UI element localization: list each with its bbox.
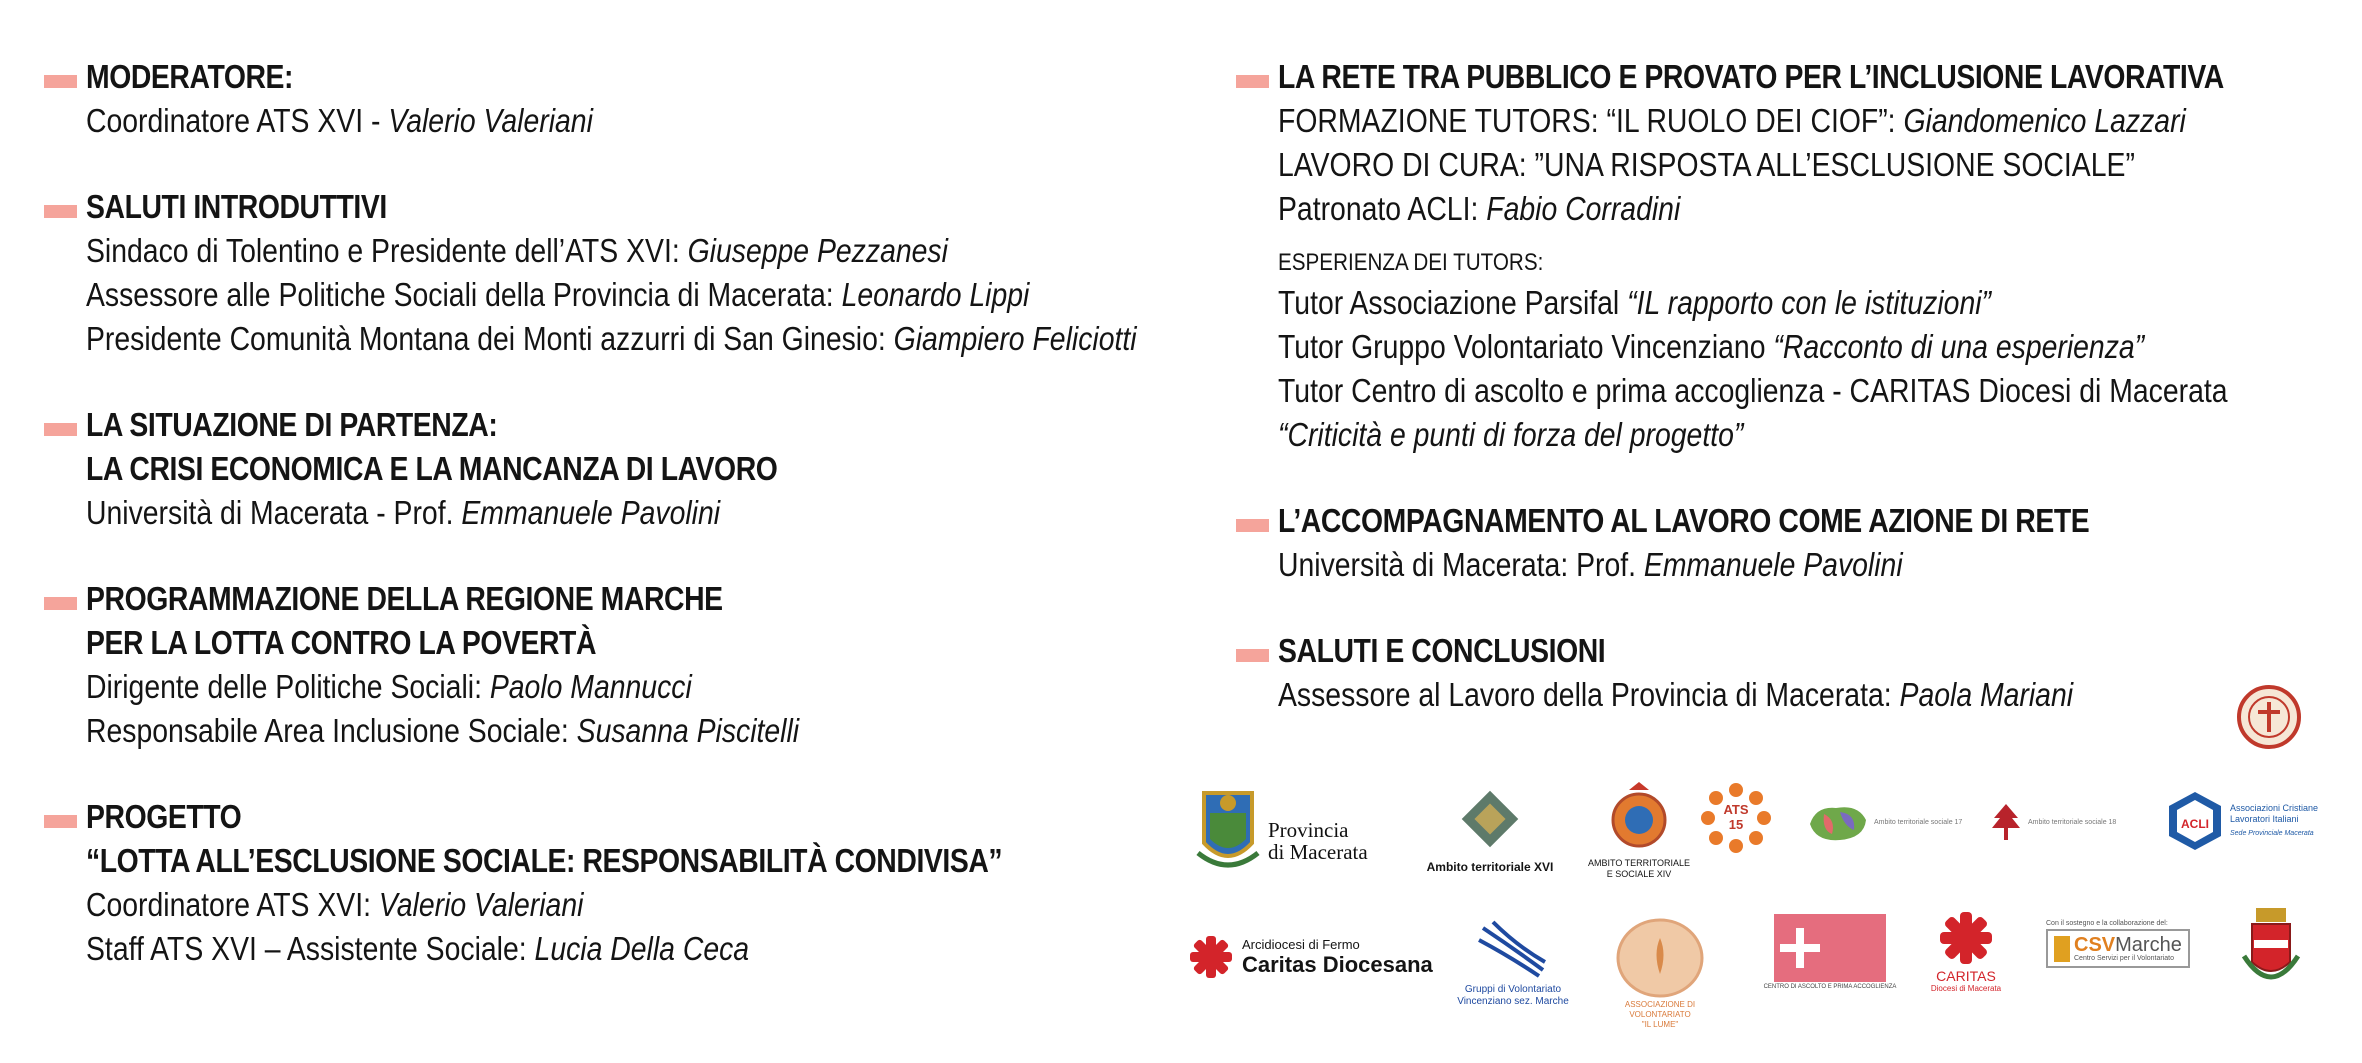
round-seal-icon — [2236, 684, 2302, 750]
speaker-line — [1278, 369, 2228, 413]
section-bullet-icon — [1236, 649, 1269, 662]
provincia-macerata-logo — [1196, 783, 1368, 875]
program-section — [1236, 499, 2346, 587]
provincia-crest-icon — [1196, 783, 1260, 875]
acli-hexagon-icon — [2166, 790, 2224, 852]
csv-square-icon — [2054, 936, 2070, 962]
program-section — [44, 55, 1194, 143]
ambito-14-line-1: AMBITO TERRITORIALE — [1587, 858, 1691, 868]
section-heading: LA RETE TRA PUBBLICO E PROVATO PER L’INCLUSIONE LAVORATIVA — [1278, 58, 2224, 95]
speaker-role: Tutor Centro di ascolto e prima accoglienza - CARITAS Diocesi di Macerata — [1278, 372, 2228, 409]
speaker-role: Assessore al Lavoro della Provincia di Macerata: — [1278, 676, 1900, 713]
csv-brand: CSV — [2074, 934, 2116, 956]
program-section — [44, 403, 1194, 535]
ats-number: 15 — [1728, 817, 1744, 832]
ambito-18-label: Ambito territoriale sociale 18 — [2028, 818, 2117, 826]
caritas-fermo-line-2: Caritas Diocesana — [1242, 951, 1433, 977]
ats-label: ATS — [1723, 802, 1749, 817]
acli-logo — [2166, 790, 2318, 852]
speaker-name: “Criticità e punti di forza del progetto” — [1278, 416, 1744, 453]
section-heading: PROGETTO — [86, 798, 242, 835]
speaker-role: Presidente Comunità Montana dei Monti azzurri di San Ginesio: — [86, 320, 894, 357]
speaker-role: Patronato ACLI: — [1278, 190, 1487, 227]
caritas-macerata-logo — [1928, 910, 2004, 993]
centro-ascolto-banner-icon — [1774, 914, 1886, 982]
tolentino-crest-logo — [2240, 906, 2302, 992]
program-section — [44, 795, 1194, 971]
ambito-18-tree-icon — [1988, 800, 2024, 844]
left-column — [44, 55, 1194, 1013]
caritas-fermo-line-1: Arcidiocesi di Fermo — [1242, 936, 1360, 952]
lume-logo — [1600, 918, 1720, 1030]
caritas-macerata-line-1: CARITAS — [1936, 968, 1996, 984]
speaker-line — [1278, 143, 2196, 187]
vincenziano-logo — [1448, 918, 1578, 1008]
lume-line-2: "IL LUME" — [1641, 1020, 1679, 1029]
speaker-role: Assessore alle Politiche Sociali della Provincia di Macerata: — [86, 276, 842, 313]
speaker-name: Valerio Valeriani — [388, 102, 593, 139]
section-heading: LA SITUAZIONE DI PARTENZA: — [86, 406, 498, 443]
vincenziano-line-2: Vincenziano sez. Marche — [1457, 996, 1569, 1007]
acli-line-1: Associazioni Cristiane — [2230, 803, 2319, 813]
acli-sub: Sede Provinciale Macerata — [2230, 830, 2314, 837]
section-bullet-icon — [44, 205, 77, 218]
ambito-17-logo — [1806, 800, 1962, 844]
speaker-role: Dirigente delle Politiche Sociali: — [86, 668, 490, 705]
csv-top-text: Con il sostegno e la collaborazione del: — [2046, 920, 2168, 927]
speaker-line — [1278, 99, 2196, 143]
csv-sub: Centro Servizi per il Volontariato — [2074, 955, 2174, 962]
program-section — [1236, 55, 2346, 457]
speaker-line — [86, 665, 1039, 709]
acli-line-2: Lavoratori Italiani — [2230, 814, 2299, 824]
speaker-role: Responsabile Area Inclusione Sociale: — [86, 712, 577, 749]
section-subheading: ESPERIENZA DEI TUTORS: — [1278, 249, 1544, 276]
csv-marche-logo — [2046, 920, 2206, 968]
speaker-line — [86, 229, 1039, 273]
speaker-line — [86, 883, 1039, 927]
speaker-name: Paola Mariani — [1899, 676, 2074, 713]
right-column — [1236, 55, 2346, 759]
speaker-name: Giuseppe Pezzanesi — [687, 232, 948, 269]
ambito-14-crest-icon — [1609, 780, 1669, 856]
speaker-role: Sindaco di Tolentino e Presidente dell’ATS XVI: — [86, 232, 688, 269]
speaker-role: Coordinatore ATS XVI - — [86, 102, 389, 139]
ambito-16-logo — [1420, 784, 1560, 874]
speaker-line — [1278, 325, 2196, 369]
section-bullet-icon — [44, 423, 77, 436]
speaker-role: Tutor Associazione Parsifal — [1278, 284, 1628, 321]
speaker-name: Emmanuele Pavolini — [461, 494, 721, 531]
speaker-name: Susanna Piscitelli — [576, 712, 800, 749]
section-heading: PROGRAMMAZIONE DELLA REGIONE MARCHE — [86, 580, 723, 617]
speaker-line — [1278, 413, 2196, 457]
speaker-line — [1278, 543, 2196, 587]
ambito-16-label: Ambito territoriale XVI — [1426, 860, 1554, 874]
program-section — [1236, 629, 2346, 717]
vincenziano-wings-icon — [1473, 918, 1553, 980]
caritas-cross-icon — [1188, 934, 1234, 980]
speaker-name: Valerio Valeriani — [378, 886, 584, 923]
speaker-line — [86, 491, 1039, 535]
caritas-macerata-cross-icon — [1938, 910, 1994, 966]
section-bullet-icon — [44, 597, 77, 610]
ambito-16-diamond-icon — [1455, 784, 1525, 854]
section-bullet-icon — [1236, 75, 1269, 88]
section-bullet-icon — [44, 75, 77, 88]
caritas-fermo-logo — [1188, 934, 1433, 980]
section-bullet-icon — [44, 815, 77, 828]
program-section — [44, 185, 1194, 361]
speaker-role: Tutor Gruppo Volontariato Vincenziano — [1278, 328, 1774, 365]
speaker-role: FORMAZIONE TUTORS: “IL RUOLO DEI CIOF”: — [1278, 102, 1904, 139]
speaker-name: Leonardo Lippi — [841, 276, 1030, 313]
speaker-line — [86, 99, 1039, 143]
ambito-14-line-2: E SOCIALE XIV — [1606, 869, 1672, 879]
section-heading: SALUTI E CONCLUSIONI — [1278, 632, 1606, 669]
speaker-name: Lucia Della Ceca — [534, 930, 750, 967]
speaker-line — [86, 273, 1039, 317]
section-heading: LA CRISI ECONOMICA E LA MANCANZA DI LAVORO — [86, 450, 778, 487]
speaker-line — [1278, 187, 2196, 231]
speaker-role: LAVORO DI CURA: ”UNA RISPOSTA ALL’ESCLUSIONE SOCIALE” — [1278, 146, 2135, 183]
speaker-name: Fabio Corradini — [1486, 190, 1681, 227]
section-bullet-icon — [1236, 519, 1269, 532]
lume-medallion-icon — [1615, 918, 1705, 998]
speaker-role: Università di Macerata - Prof. — [86, 494, 462, 531]
caritas-macerata-line-2: Diocesi di Macerata — [1930, 984, 2002, 993]
provincia-line-2: di Macerata — [1268, 840, 1368, 864]
csv-brand-2: Marche — [2115, 934, 2182, 956]
section-heading: MODERATORE: — [86, 58, 294, 95]
centro-ascolto-label: CENTRO DI ASCOLTO E PRIMA ACCOGLIENZA — [1763, 984, 1897, 990]
speaker-role: Università di Macerata: Prof. — [1278, 546, 1644, 583]
speaker-name: “IL rapporto con le istituzioni” — [1627, 284, 1992, 321]
ambito-14-logo — [1584, 780, 1694, 880]
section-heading: “LOTTA ALL’ESCLUSIONE SOCIALE: RESPONSABILITÀ CONDIVISA” — [86, 842, 1003, 879]
section-heading: L’ACCOMPAGNAMENTO AL LAVORO COME AZIONE DI RETE — [1278, 502, 2090, 539]
speaker-line — [86, 927, 1039, 971]
speaker-line — [86, 709, 1039, 753]
speaker-line — [1278, 281, 2196, 325]
centro-ascolto-logo — [1763, 914, 1897, 990]
seal-logo — [2236, 684, 2302, 750]
program-section — [44, 577, 1194, 753]
speaker-name: Giampiero Feliciotti — [893, 320, 1137, 357]
provincia-line-1: Provincia — [1268, 818, 1349, 842]
tolentino-crest-icon — [2240, 906, 2302, 992]
speaker-line — [1278, 673, 2196, 717]
acli-mark: ACLI — [2181, 817, 2209, 831]
speaker-name: “Racconto di una esperienza” — [1773, 328, 2145, 365]
section-heading: PER LA LOTTA CONTRO LA POVERTÀ — [86, 624, 597, 661]
speaker-name: Giandomenico Lazzari — [1903, 102, 2186, 139]
ambito-17-label: Ambito territoriale sociale 17 — [1874, 818, 1963, 826]
ambito-18-logo — [1988, 800, 2116, 844]
speaker-role: Staff ATS XVI – Assistente Sociale: — [86, 930, 535, 967]
speaker-name: Paolo Mannucci — [489, 668, 692, 705]
vincenziano-line-1: Gruppi di Volontariato — [1464, 984, 1562, 995]
ats-15-logo — [1700, 782, 1772, 854]
section-heading: SALUTI INTRODUTTIVI — [86, 188, 387, 225]
speaker-role: Coordinatore ATS XVI: — [86, 886, 379, 923]
ambito-17-map-icon — [1806, 800, 1870, 844]
speaker-name: Emmanuele Pavolini — [1643, 546, 1903, 583]
lume-line-1: ASSOCIAZIONE DI VOLONTARIATO — [1624, 1000, 1696, 1019]
speaker-line — [86, 317, 1137, 361]
